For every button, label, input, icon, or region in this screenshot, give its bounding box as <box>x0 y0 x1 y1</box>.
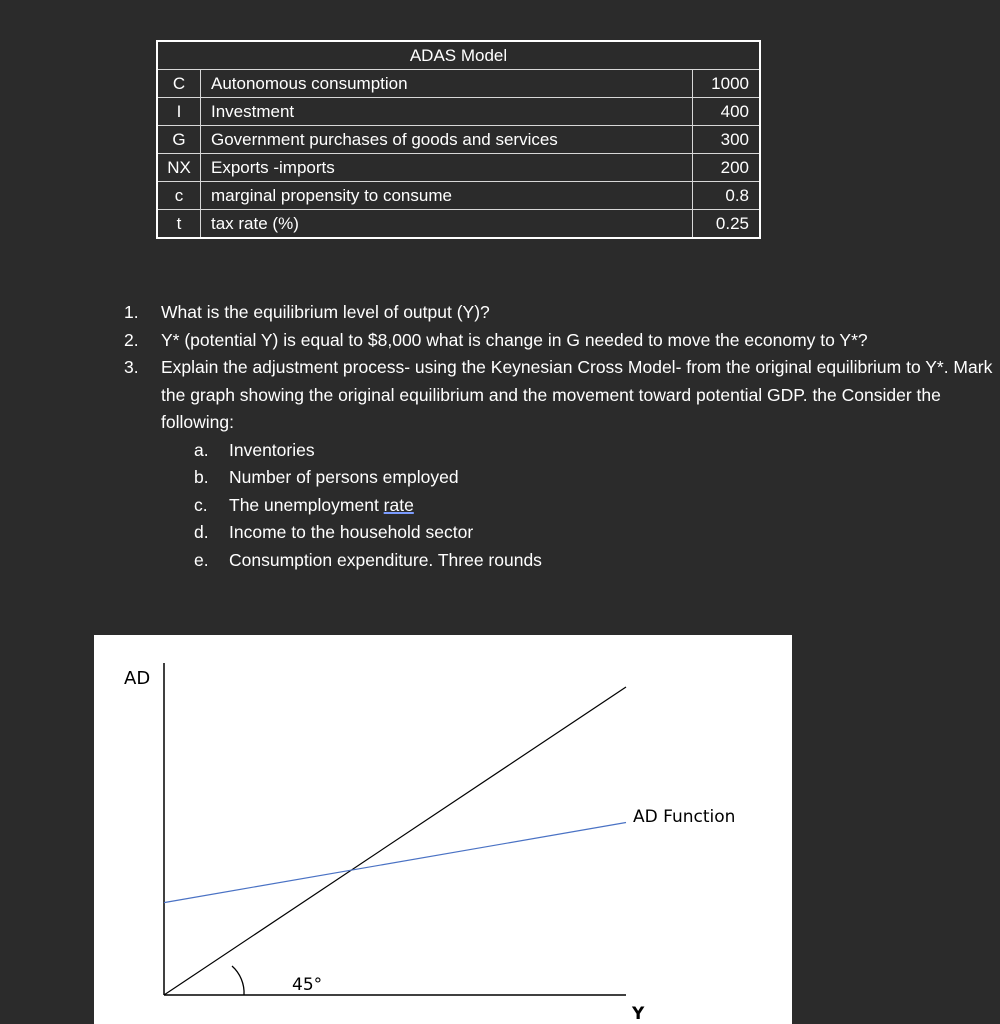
question-item <box>124 354 994 437</box>
sub-item-text: Income to the household sector <box>229 522 474 542</box>
ad-function-line <box>164 823 626 903</box>
x-axis-label: Y <box>632 1004 645 1024</box>
question-number: 2. <box>124 329 139 350</box>
question-list <box>124 299 994 574</box>
angle-arc <box>232 966 244 995</box>
keynesian-cross-graph <box>94 635 792 1024</box>
row-symbol: I <box>157 98 201 126</box>
table-row <box>157 98 760 126</box>
row-description: Investment <box>201 98 693 126</box>
row-value: 300 <box>693 126 761 154</box>
question-item <box>124 327 994 355</box>
list-item <box>194 547 994 575</box>
row-symbol: t <box>157 210 201 239</box>
table-title: ADAS Model <box>157 41 760 70</box>
table-row <box>157 154 760 182</box>
list-item <box>194 437 994 465</box>
sub-item-letter: d. <box>194 522 209 542</box>
sub-item-letter: e. <box>194 549 209 570</box>
ad-function-label: AD Function <box>633 807 736 827</box>
row-symbol: C <box>157 70 201 98</box>
row-symbol: c <box>157 182 201 210</box>
sub-item-text-before: The unemployment <box>229 494 384 515</box>
list-item <box>194 492 994 520</box>
sub-item-list <box>194 437 994 575</box>
table-title-row <box>157 41 760 70</box>
question-number: 1. <box>124 302 139 322</box>
list-item <box>194 464 994 492</box>
question-number: 3. <box>124 357 139 377</box>
table-row <box>157 126 760 154</box>
row-description: Government purchases of goods and services <box>201 126 693 154</box>
row-description: Autonomous consumption <box>201 70 693 98</box>
row-value: 200 <box>693 154 761 182</box>
question-text: What is the equilibrium level of output (Y)? <box>161 302 490 322</box>
question-text: Y* (potential Y) is equal to $8,000 what is change in G needed to move the economy to Y*? <box>161 329 868 350</box>
question-item <box>124 299 994 327</box>
y-axis-label: AD <box>124 668 151 689</box>
45-degree-line <box>164 687 626 995</box>
sub-item-text: Number of persons employed <box>229 467 459 487</box>
list-item <box>194 519 994 547</box>
row-description: Exports -imports <box>201 154 693 182</box>
row-value: 1000 <box>693 70 761 98</box>
adas-model-table <box>156 40 761 239</box>
angle-label: 45° <box>292 975 323 995</box>
row-symbol: G <box>157 126 201 154</box>
table-row <box>157 182 760 210</box>
sub-item-text: Consumption expenditure. Three rounds <box>229 549 542 570</box>
sub-item-letter: b. <box>194 467 209 487</box>
sub-item-letter: c. <box>194 494 208 515</box>
row-description: marginal propensity to consume <box>201 182 693 210</box>
row-value: 400 <box>693 98 761 126</box>
sub-item-letter: a. <box>194 439 209 460</box>
sub-item-text <box>229 492 414 520</box>
sub-item-text: Inventories <box>229 439 315 460</box>
row-value: 0.25 <box>693 210 761 239</box>
row-symbol: NX <box>157 154 201 182</box>
question-text: Explain the adjustment process- using the Keynesian Cross Model- from the original equilibrium to Y*. Mark the graph showing the original equilibrium and the movement toward potential GDP. the Consider the following: <box>161 357 993 432</box>
row-value: 0.8 <box>693 182 761 210</box>
table-row <box>157 70 760 98</box>
table-row <box>157 210 760 239</box>
graph-canvas <box>94 635 792 1024</box>
rate-link[interactable]: rate <box>383 494 414 515</box>
row-description: tax rate (%) <box>201 210 693 239</box>
